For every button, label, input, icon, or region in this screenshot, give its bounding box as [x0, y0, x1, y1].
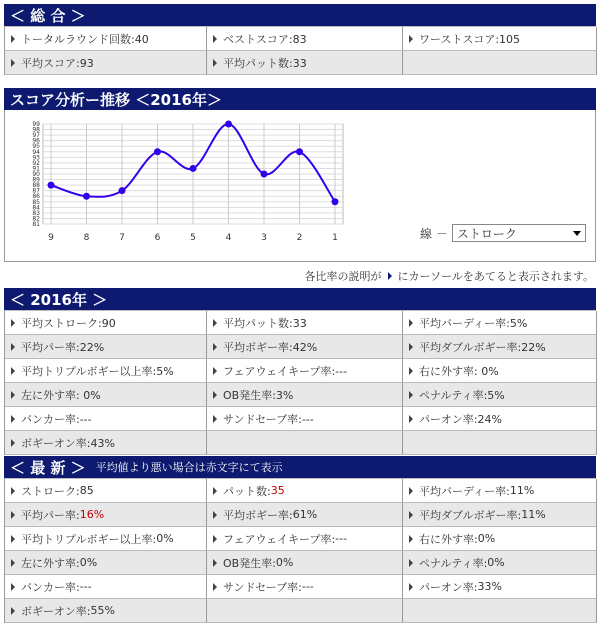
latest-stat-cell[interactable] — [207, 551, 403, 575]
year-stat-cell[interactable] — [207, 359, 403, 383]
year-stat-cell[interactable] — [403, 359, 597, 383]
arrow-icon — [213, 367, 217, 375]
stat-label: 右に外す率: 0% — [419, 364, 499, 378]
y-tick-label: 99 — [32, 121, 40, 128]
latest-stat-cell[interactable] — [403, 527, 597, 551]
arrow-icon — [11, 487, 15, 495]
arrow-icon — [213, 391, 217, 399]
stat-value: 0% — [156, 532, 174, 545]
arrow-icon — [213, 59, 217, 67]
arrow-icon — [409, 535, 413, 543]
latest-stat-cell[interactable] — [5, 575, 207, 599]
stat-label: 平均ダブルボギー率: — [419, 508, 522, 522]
arrow-icon — [213, 559, 217, 567]
stat-label: 平均バーディー率:5% — [419, 316, 528, 330]
explain-after: にカーソールをあてると表示されます。 — [397, 270, 594, 283]
stat-label: 平均トリプルボギー以上率: — [21, 532, 157, 546]
latest-stat-cell[interactable] — [5, 503, 207, 527]
latest-stat-cell[interactable] — [207, 479, 403, 503]
year-stat-cell[interactable] — [207, 335, 403, 359]
stat-label: ペナルティ率: — [419, 556, 488, 570]
arrow-icon — [409, 415, 413, 423]
stat-label: OB発生率:3% — [223, 388, 294, 402]
stat-label: ワーストスコア:105 — [419, 32, 521, 46]
stat-label: パーオン率: — [419, 580, 478, 594]
stat-value: 11% — [521, 508, 546, 521]
arrow-icon — [409, 511, 413, 519]
stat-label: 平均パット数:33 — [223, 316, 307, 330]
arrow-icon — [388, 272, 392, 280]
year-stat-cell[interactable] — [5, 407, 207, 431]
arrow-icon — [11, 607, 15, 615]
x-tick-label: 6 — [154, 233, 161, 243]
latest-stat-cell[interactable] — [403, 503, 597, 527]
stat-label: 左に外す率: 0% — [21, 388, 101, 402]
latest-stat-cell[interactable] — [207, 503, 403, 527]
latest-stat-cell[interactable] — [5, 527, 207, 551]
data-point — [48, 182, 55, 189]
arrow-icon — [409, 487, 413, 495]
stat-label: ボギーオン率: — [21, 604, 91, 618]
stat-label: 左に外す率: — [21, 556, 80, 570]
x-tick-label: 3 — [261, 233, 267, 243]
year-stat-cell[interactable] — [207, 383, 403, 407]
arrow-icon — [409, 583, 413, 591]
arrow-icon — [11, 343, 15, 351]
stat-label: ペナルティ率:5% — [419, 388, 505, 402]
stat-label: 平均ストローク:90 — [21, 316, 116, 330]
x-tick-label: 4 — [225, 233, 232, 243]
latest-empty-cell — [207, 599, 403, 623]
arrow-icon — [11, 415, 15, 423]
stat-value: 85 — [79, 484, 94, 497]
y-tick-label: 98 — [32, 126, 40, 134]
y-tick-label: 95 — [32, 143, 40, 151]
latest-stat-cell[interactable] — [207, 527, 403, 551]
stat-label: 平均パット数:33 — [223, 56, 307, 70]
year-stat-cell[interactable] — [5, 311, 207, 335]
latest-empty-cell — [403, 599, 597, 623]
stat-value: --- — [79, 580, 92, 593]
stat-label: バンカー率:--- — [21, 412, 92, 426]
year-empty-cell — [403, 431, 597, 455]
stat-label: ベストスコア:83 — [223, 32, 307, 46]
year-stat-cell[interactable] — [403, 407, 597, 431]
stat-label: サンドセーブ率:--- — [223, 412, 314, 426]
data-point — [296, 148, 303, 155]
stat-value: 0% — [275, 556, 294, 569]
arrow-icon — [11, 319, 15, 327]
stat-label: 平均バーディー率: — [419, 484, 510, 498]
year-stat-cell[interactable] — [403, 335, 597, 359]
stat-value: 11% — [509, 484, 535, 497]
stat-value: 16% — [79, 508, 105, 521]
arrow-icon — [11, 59, 15, 67]
y-tick-label: 91 — [32, 165, 40, 173]
y-tick-label: 88 — [32, 182, 40, 190]
arrow-icon — [11, 439, 15, 447]
year-title: ＜ 2016年 ＞ — [10, 290, 108, 309]
stat-label: 平均ボギー率:42% — [223, 340, 318, 354]
explain-before: 各比率の説明が — [304, 270, 382, 283]
arrow-icon — [11, 559, 15, 567]
arrow-icon — [11, 511, 15, 519]
arrow-icon — [213, 35, 217, 43]
arrow-icon — [213, 511, 217, 519]
y-tick-label: 82 — [32, 215, 40, 223]
summary-grid — [4, 26, 596, 75]
chevron-down-icon — [573, 231, 581, 236]
year-stat-cell[interactable] — [5, 335, 207, 359]
latest-grid — [4, 478, 596, 623]
year-stat-cell[interactable] — [403, 311, 597, 335]
stat-label: 平均ボギー率: — [223, 508, 293, 522]
analysis-title: スコア分析ー推移 ＜2016年＞ — [10, 90, 222, 109]
year-stat-cell[interactable] — [5, 431, 207, 455]
stat-label: フェアウェイキープ率: — [223, 532, 336, 546]
y-tick-label: 81 — [32, 221, 40, 228]
arrow-icon — [213, 343, 217, 351]
data-point — [225, 121, 232, 128]
year-grid — [4, 310, 596, 455]
latest-title: ＜ 最 新 ＞ — [10, 458, 86, 477]
y-tick-label: 89 — [32, 176, 40, 184]
data-point — [83, 193, 90, 200]
stat-value: 55% — [90, 604, 115, 617]
stat-label: ストローク: — [21, 484, 80, 498]
latest-stat-cell[interactable] — [403, 575, 597, 599]
arrow-icon — [213, 319, 217, 327]
arrow-icon — [11, 391, 15, 399]
summary-stat-cell[interactable] — [5, 51, 207, 75]
stat-value: 33% — [477, 580, 502, 593]
stat-label: 平均トリプルボギー以上率:5% — [21, 364, 174, 378]
analysis-header — [4, 88, 596, 110]
latest-stat-cell[interactable] — [5, 479, 207, 503]
line-dropdown[interactable] — [452, 224, 586, 242]
y-tick-label: 85 — [32, 198, 40, 206]
stat-value: 0% — [79, 556, 98, 569]
x-tick-label: 7 — [119, 233, 125, 243]
y-tick-label: 84 — [32, 204, 40, 212]
explain-text — [305, 268, 594, 284]
latest-note: 平均値より悪い場合は赤文字にて表示 — [95, 461, 283, 474]
arrow-icon — [409, 35, 413, 43]
summary-empty-cell — [403, 51, 597, 75]
y-tick-label: 96 — [32, 137, 40, 145]
y-tick-label: 93 — [32, 154, 40, 162]
arrow-icon — [11, 35, 15, 43]
arrow-icon — [213, 583, 217, 591]
latest-stat-cell[interactable] — [5, 551, 207, 575]
stat-label: ボギーオン率:43% — [21, 436, 115, 450]
arrow-icon — [409, 559, 413, 567]
line-label: 線 － — [420, 226, 448, 241]
arrow-icon — [409, 343, 413, 351]
year-stat-cell[interactable] — [207, 311, 403, 335]
stat-label: パーオン率:24% — [419, 412, 502, 426]
arrow-icon — [213, 415, 217, 423]
x-tick-label: 1 — [332, 233, 338, 243]
data-point — [190, 165, 197, 172]
stat-label: 平均ダブルボギー率:22% — [419, 340, 546, 354]
y-tick-label: 86 — [32, 193, 40, 201]
stat-label: 平均スコア:93 — [21, 56, 94, 70]
stat-value: --- — [335, 532, 348, 545]
stat-value: 35 — [270, 484, 285, 497]
arrow-icon — [409, 319, 413, 327]
stat-label: トータルラウンド回数:40 — [21, 32, 149, 46]
data-point — [261, 171, 268, 178]
x-tick-label: 2 — [296, 233, 303, 243]
x-tick-label: 8 — [83, 233, 90, 243]
latest-stat-cell[interactable] — [403, 479, 597, 503]
stat-label: バンカー率: — [21, 580, 80, 594]
arrow-icon — [213, 535, 217, 543]
stat-label: 平均パー率:22% — [21, 340, 105, 354]
summary-stat-cell[interactable] — [403, 27, 597, 51]
arrow-icon — [11, 367, 15, 375]
year-stat-cell[interactable] — [207, 407, 403, 431]
arrow-icon — [11, 583, 15, 591]
x-tick-label: 9 — [48, 233, 54, 243]
arrow-icon — [409, 391, 413, 399]
stat-value: --- — [301, 580, 314, 593]
stat-label: フェアウェイキープ率:--- — [223, 364, 348, 378]
stat-value: 0% — [487, 556, 505, 569]
stat-label: パット数: — [223, 484, 271, 498]
year-header — [4, 288, 596, 310]
stat-value: 0% — [477, 532, 496, 545]
y-tick-label: 83 — [32, 209, 40, 217]
arrow-icon — [11, 535, 15, 543]
summary-header — [4, 4, 596, 26]
stat-label: サンドセーブ率: — [223, 580, 302, 594]
data-point — [154, 148, 161, 155]
score-trend-chart — [15, 118, 375, 258]
stat-label: 平均パー率: — [21, 508, 80, 522]
y-tick-label: 87 — [32, 187, 40, 195]
stat-value: 61% — [292, 508, 318, 521]
arrow-icon — [409, 367, 413, 375]
stat-label: OB発生率: — [223, 556, 276, 570]
stat-label: 右に外す率: — [419, 532, 478, 546]
year-empty-cell — [207, 431, 403, 455]
x-tick-label: 5 — [190, 233, 196, 243]
year-stat-cell[interactable] — [5, 383, 207, 407]
latest-stat-cell[interactable] — [5, 599, 207, 623]
latest-stat-cell[interactable] — [403, 551, 597, 575]
data-point — [119, 187, 126, 194]
y-tick-label: 90 — [32, 171, 40, 178]
latest-header — [4, 456, 596, 478]
y-tick-label: 94 — [32, 148, 40, 156]
summary-stat-cell[interactable] — [207, 27, 403, 51]
year-stat-cell[interactable] — [403, 383, 597, 407]
summary-stat-cell[interactable] — [5, 27, 207, 51]
arrow-icon — [213, 487, 217, 495]
line-dropdown-value: ストローク — [456, 226, 517, 241]
latest-stat-cell[interactable] — [207, 575, 403, 599]
data-point — [332, 198, 339, 205]
y-tick-label: 92 — [32, 159, 40, 167]
summary-title: ＜ 総 合 ＞ — [10, 6, 86, 25]
summary-stat-cell[interactable] — [207, 51, 403, 75]
line-selector — [420, 224, 586, 242]
y-tick-label: 97 — [32, 132, 40, 140]
year-stat-cell[interactable] — [5, 359, 207, 383]
